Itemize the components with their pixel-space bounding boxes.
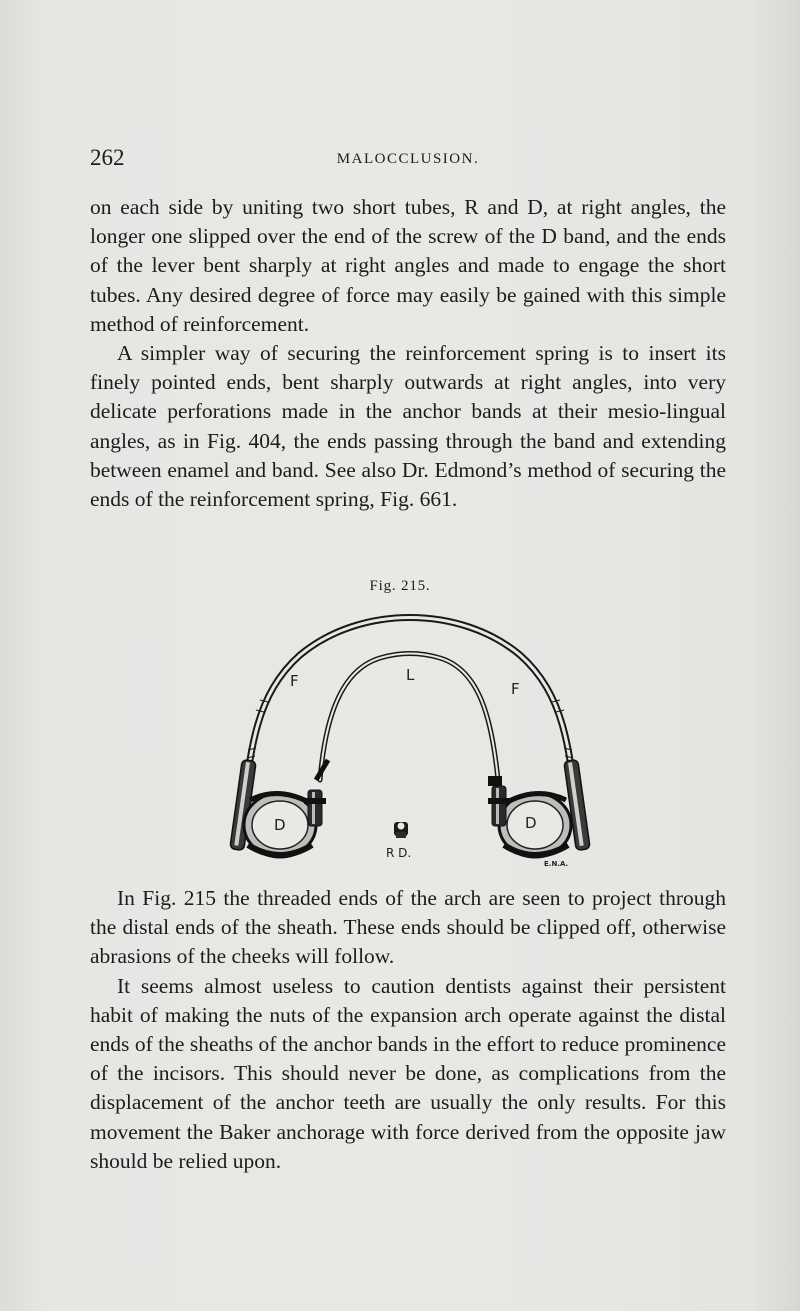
paragraph: In Fig. 215 the threaded ends of the arch are seen to project through the distal ends of the sheath. These ends should be clipped off, otherwise abrasions of the cheeks will follow.	[90, 886, 726, 969]
page-header	[90, 145, 726, 175]
rd-tube-detail	[394, 822, 408, 838]
label-f-left: F	[290, 672, 299, 690]
label-d-right: D	[525, 814, 537, 832]
figure-215-illustration	[220, 600, 600, 870]
body-text-bottom	[90, 884, 726, 1176]
left-short-tubes	[304, 760, 328, 826]
label-f-right: F	[511, 680, 520, 698]
running-head: MALOCCLUSION.	[336, 151, 480, 167]
threaded-ends	[245, 700, 575, 774]
label-l: L	[406, 666, 415, 684]
paragraph: A simpler way of securing the reinforcement spring is to insert its finely pointed ends, bent sharply outwards at right angles, into very delicate perforations made in the anchor bands at their mesio-lingual angles, as in Fig. 404, the ends passing through the band and extending between enamel and band. See also Dr. Edmond’s method of securing the ends of the reinforcement spring, Fig. 661.	[90, 341, 726, 512]
paragraph: It seems almost useless to caution dentists against their persistent habit of making the nuts of the expansion arch operate against the distal ends of the sheaths of the anchor bands in the effort to reduce prominence of the incisors. This should never be done, as complications from the displacement of the anchor teeth are usually the only results. For this movement the Baker anchorage with force derived from the opposite jaw should be relied upon.	[90, 973, 726, 1173]
illustrator-signature: E.N.A.	[544, 860, 569, 868]
label-rd: R D.	[386, 846, 412, 860]
body-text-top	[90, 193, 726, 514]
expansion-arch-drawing	[220, 600, 600, 870]
page-number: 262	[90, 145, 125, 170]
figure-caption: Fig. 215.	[369, 578, 431, 594]
paragraph-continued: on each side by uniting two short tubes, R and D, at right angles, the longer one slipped over the end of the screw of the D band, and the ends of the lever bent sharply at right angles and made to engage the short tubes. Any desired degree of force may easily be gained with this simple method of reinforcement.	[90, 195, 726, 336]
label-d-left: D	[274, 816, 286, 834]
